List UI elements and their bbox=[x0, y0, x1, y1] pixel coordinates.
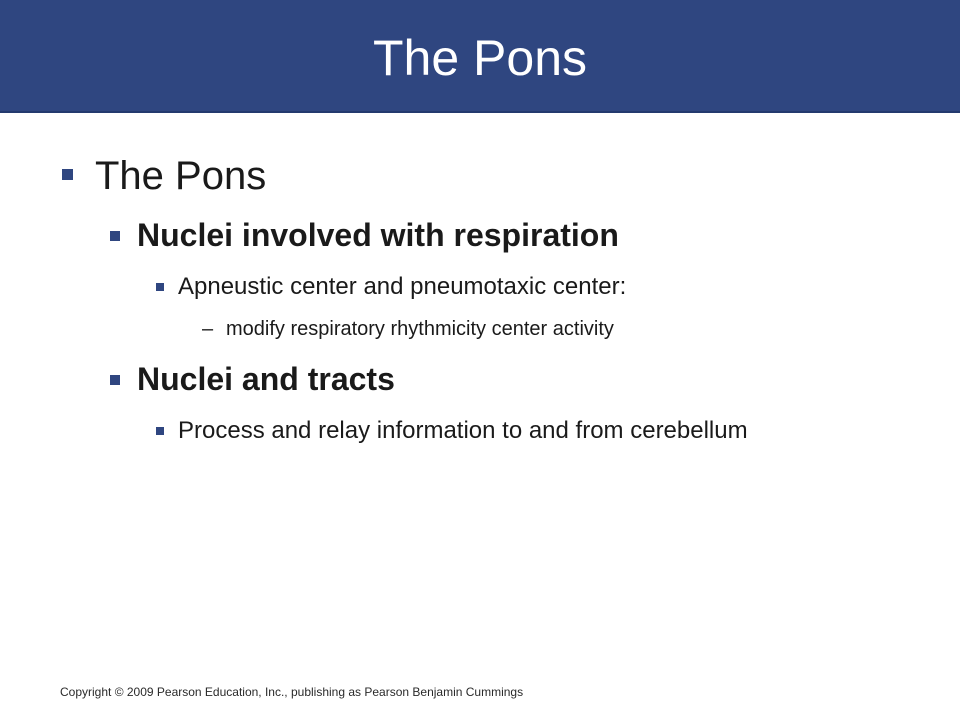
square-bullet-icon bbox=[156, 283, 164, 291]
bullet-respiration-sub: Apneustic center and pneumotaxic center: bbox=[178, 273, 627, 300]
dash-bullet: – bbox=[202, 318, 214, 340]
square-bullet-icon bbox=[110, 375, 120, 385]
title-bar bbox=[0, 0, 960, 113]
square-bullet-icon bbox=[110, 231, 120, 241]
bullet-tracts-heading: Nuclei and tracts bbox=[137, 361, 395, 397]
bullet-respiration-detail: modify respiratory rhythmicity center activity bbox=[226, 318, 614, 340]
copyright-footer: Copyright © 2009 Pearson Education, Inc., publishing as Pearson Benjamin Cummings bbox=[60, 685, 524, 699]
bullet-level1: The Pons bbox=[95, 154, 267, 198]
square-bullet-icon bbox=[62, 169, 73, 180]
slide-title: The Pons bbox=[372, 30, 587, 86]
square-bullet-icon bbox=[156, 427, 164, 435]
bullet-tracts-sub: Process and relay information to and from cerebellum bbox=[178, 417, 748, 444]
bullet-respiration-heading: Nuclei involved with respiration bbox=[137, 217, 619, 253]
